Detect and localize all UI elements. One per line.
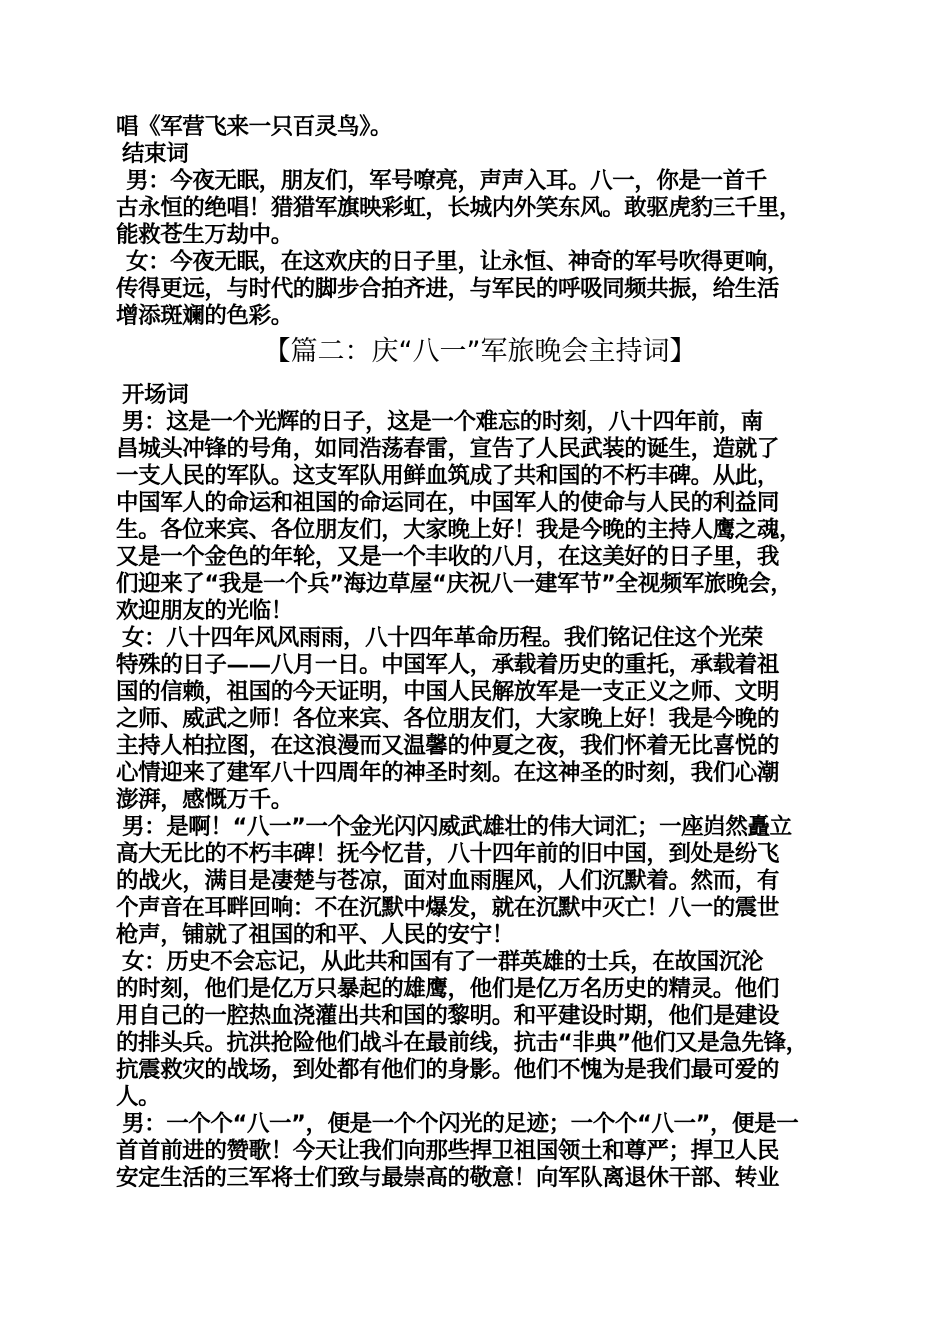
document-page — [116, 114, 844, 1192]
text-line: 生。各位来宾、各位朋友们，大家晚上好！我是今晚的主持人鹰之魂， — [116, 517, 802, 543]
text-line: 男：今夜无眠，朋友们，军号嘹亮，声声入耳。八一，你是一首千 — [126, 168, 767, 194]
text-line: 枪声，铺就了祖国的和平、人民的安宁！ — [116, 922, 514, 948]
text-line: 唱《军营飞来一只百灵鸟》。 — [116, 114, 393, 140]
text-line: 古永恒的绝唱！猎猎军旗映彩虹，长城内外笑东风。敢驱虎豹三千里， — [116, 195, 802, 221]
text-line: 传得更远，与时代的脚步合拍齐进，与军民的呼吸同频共振，给生活 — [116, 276, 780, 302]
text-line: 的战火，满目是凄楚与苍凉，面对血雨腥风，人们沉默着。然而，有 — [116, 868, 780, 894]
text-line: 澎湃，感慨万千。 — [116, 787, 293, 813]
text-line: 女：历史不会忘记，从此共和国有了一群英雄的士兵，在故国沉沦 — [122, 949, 763, 975]
text-line: 一支人民的军队。这支军队用鲜血筑成了共和国的不朽丰碑。从此， — [116, 463, 780, 489]
text-line: 抗震救灾的战场，到处都有他们的身影。他们不愧为是我们最可爱的 — [116, 1057, 780, 1083]
text-line: 特殊的日子——八月一日。中国军人，承载着历史的重托，承载着祖 — [116, 652, 780, 678]
opening-heading: 开场词 — [122, 382, 189, 408]
text-line: 男：是啊！“八一”一个金光闪闪威武雄壮的伟大词汇；一座岿然矗立 — [122, 814, 792, 840]
text-line: 安定生活的三军将士们致与最崇高的敬意！向军队离退休干部、转业 — [116, 1165, 780, 1191]
text-line: 昌城头冲锋的号角，如同浩荡春雷，宣告了人民武装的诞生，造就了 — [116, 436, 780, 462]
text-line: 男：一个个“八一”，便是一个个闪光的足迹；一个个“八一”，便是一 — [122, 1111, 799, 1137]
text-line: 增添斑斓的色彩。 — [116, 303, 293, 329]
text-line: 的排头兵。抗洪抢险他们战斗在最前线，抗击“非典”他们又是急先锋， — [116, 1030, 808, 1056]
text-line: 首首前进的赞歌！今天让我们向那些捍卫祖国领土和尊严；捍卫人民 — [116, 1138, 780, 1164]
text-line: 男：这是一个光辉的日子，这是一个难忘的时刻，八十四年前，南 — [122, 409, 763, 435]
text-line: 人。 — [116, 1084, 161, 1110]
closing-heading: 结束词 — [122, 141, 189, 167]
text-line: 主持人柏拉图，在这浪漫而又温馨的仲夏之夜，我们怀着无比喜悦的 — [116, 733, 780, 759]
text-line: 高大无比的不朽丰碑！抚今忆昔，八十四年前的旧中国，到处是纷飞 — [116, 841, 780, 867]
text-line: 国的信赖，祖国的今天证明，中国人民解放军是一支正义之师、文明 — [116, 679, 780, 705]
text-line: 女：八十四年风风雨雨，八十四年革命历程。我们铭记住这个光荣 — [122, 625, 763, 651]
text-line: 又是一个金色的年轮，又是一个丰收的八月，在这美好的日子里，我 — [116, 544, 780, 570]
text-line: 女：今夜无眠，在这欢庆的日子里，让永恒、神奇的军号吹得更响， — [126, 249, 790, 275]
text-line: 欢迎朋友的光临！ — [116, 598, 293, 624]
text-line: 心情迎来了建军八十四周年的神圣时刻。在这神圣的时刻，我们心潮 — [116, 760, 780, 786]
text-line: 用自己的一腔热血浇灌出共和国的黎明。和平建设时期，他们是建设 — [116, 1003, 780, 1029]
text-line: 中国军人的命运和祖国的命运同在，中国军人的使命与人民的利益同 — [116, 490, 780, 516]
text-line: 们迎来了“我是一个兵”海边草屋“庆祝八一建军节”全视频军旅晚会， — [116, 571, 793, 597]
chapter-title: 【篇二：庆“八一”军旅晚会主持词】 — [263, 336, 697, 367]
text-line: 个声音在耳畔回响：不在沉默中爆发，就在沉默中灭亡！八一的震世 — [116, 895, 780, 921]
text-line: 能救苍生万劫中。 — [116, 222, 293, 248]
text-line: 之师、威武之师！各位来宾、各位朋友们，大家晚上好！我是今晚的 — [116, 706, 780, 732]
text-line: 的时刻，他们是亿万只暴起的雄鹰，他们是亿万名历史的精灵。他们 — [116, 976, 780, 1002]
